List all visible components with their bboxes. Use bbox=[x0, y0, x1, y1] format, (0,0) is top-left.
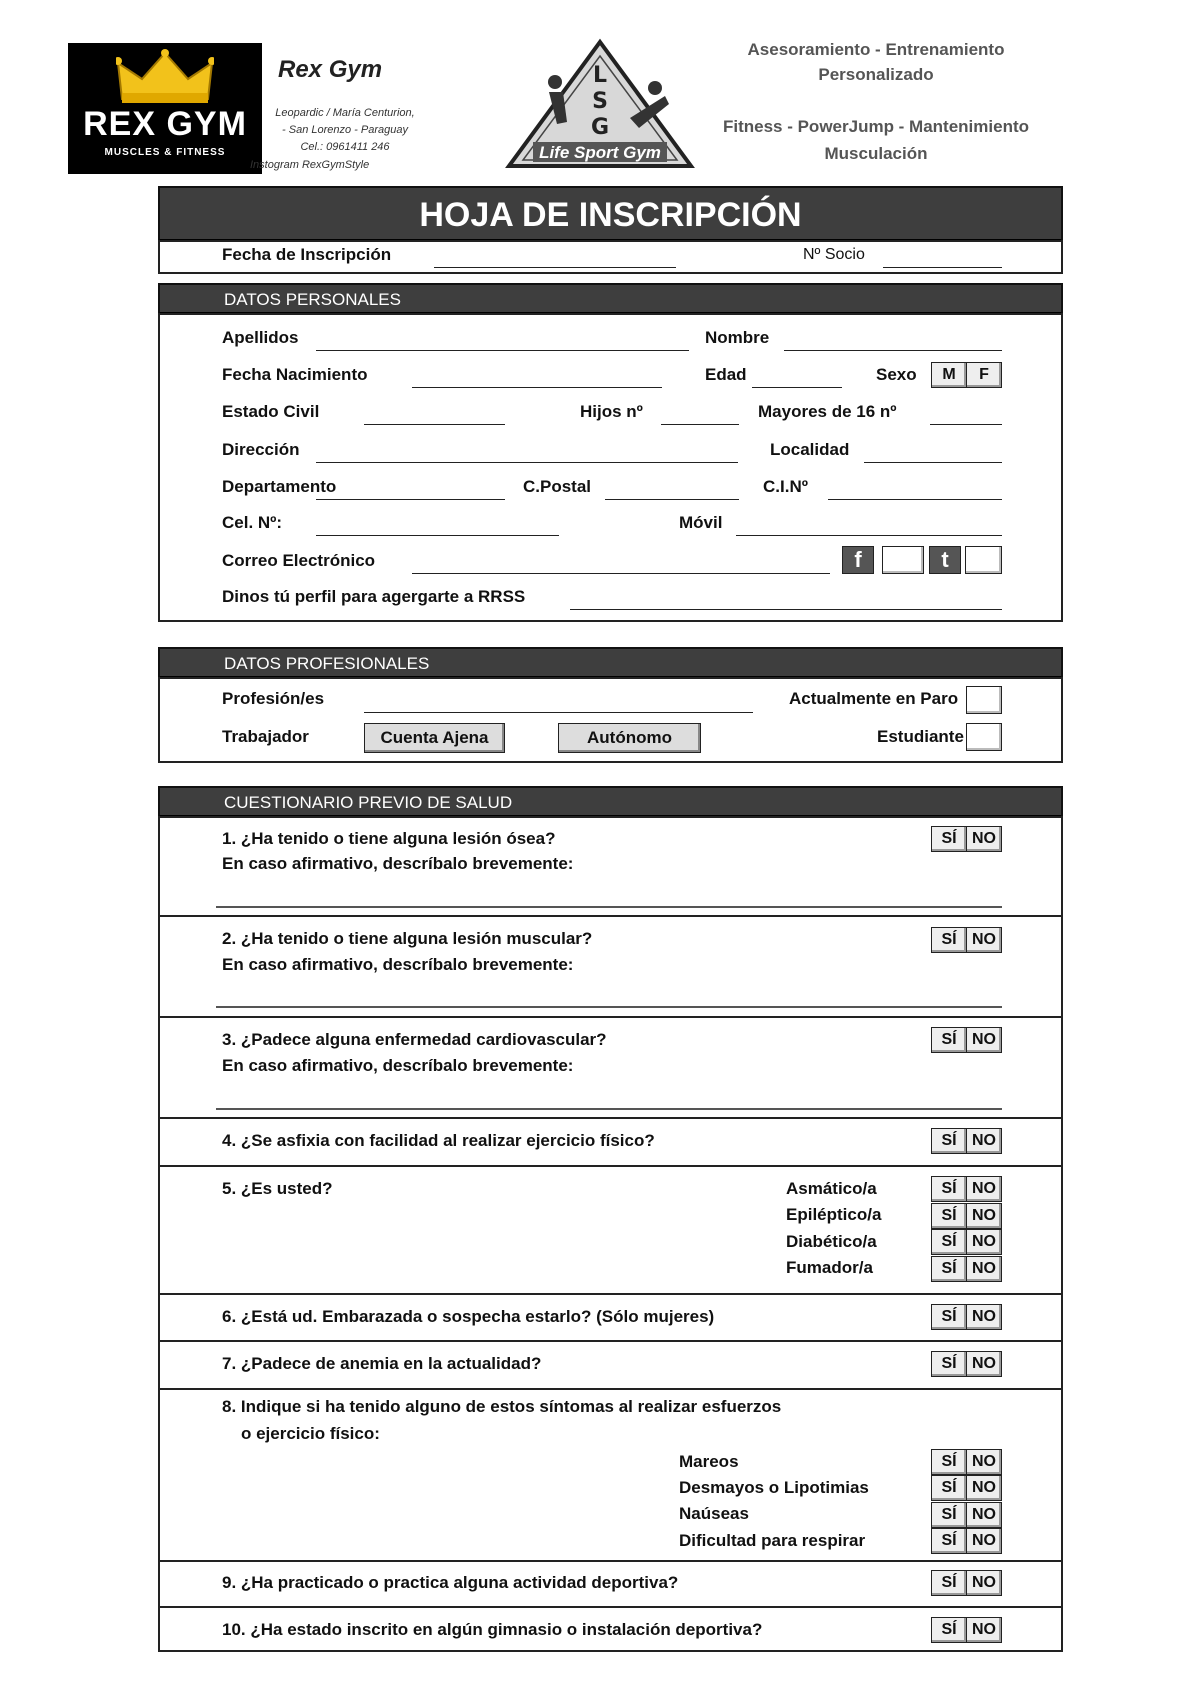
divider bbox=[158, 1165, 1063, 1167]
no-box[interactable]: NO bbox=[966, 1475, 1002, 1501]
no-box[interactable]: NO bbox=[966, 1256, 1002, 1282]
divider bbox=[158, 1560, 1063, 1562]
fecha-inscripcion-field[interactable] bbox=[434, 267, 676, 268]
q8-desmayos-yesno bbox=[931, 1475, 1002, 1501]
logo-letter-g: G bbox=[590, 115, 610, 140]
yes-box[interactable]: SÍ bbox=[931, 1027, 967, 1053]
yes-box[interactable]: SÍ bbox=[931, 1229, 967, 1255]
divider bbox=[158, 1606, 1063, 1608]
nombre-field[interactable] bbox=[784, 350, 1002, 351]
question-9: 9. ¿Ha practicado o practica alguna actividad deportiva? bbox=[222, 1573, 679, 1592]
no-box[interactable]: NO bbox=[966, 1528, 1002, 1554]
departamento-label: Departamento bbox=[222, 477, 337, 496]
form-title: HOJA DE INSCRIPCIÓN bbox=[419, 196, 802, 234]
logo-name: REX GYM bbox=[83, 105, 247, 143]
q5-item-asmatico: Asmático/a bbox=[786, 1179, 877, 1198]
paro-label: Actualmente en Paro bbox=[789, 689, 959, 708]
no-box[interactable]: NO bbox=[966, 1304, 1002, 1330]
correo-field[interactable] bbox=[412, 573, 830, 574]
question-4: 4. ¿Se asfixia con facilidad al realizar ejercicio físico? bbox=[222, 1131, 655, 1150]
address-line2: - San Lorenzo - Paraguay bbox=[282, 124, 408, 136]
logo-letter-s: S bbox=[592, 89, 608, 114]
mayores16-field[interactable] bbox=[930, 424, 1002, 425]
no-box[interactable]: NO bbox=[966, 1449, 1002, 1475]
cpostal-label: C.Postal bbox=[523, 477, 592, 496]
rrss-label: Dinos tú perfil para agergarte a RRSS bbox=[222, 587, 526, 606]
q5-item-fumador: Fumador/a bbox=[786, 1258, 873, 1277]
facebook-checkbox[interactable] bbox=[882, 546, 924, 574]
sexo-selector bbox=[931, 362, 1002, 388]
fecha-nacimiento-field[interactable] bbox=[412, 387, 662, 388]
sexo-label: Sexo bbox=[876, 365, 917, 384]
yes-box[interactable]: SÍ bbox=[931, 1128, 967, 1154]
estudiante-label: Estudiante bbox=[877, 727, 964, 746]
no-box[interactable]: NO bbox=[966, 1128, 1002, 1154]
hijos-field[interactable] bbox=[661, 424, 739, 425]
question-8-line2: o ejercicio físico: bbox=[241, 1424, 380, 1443]
hijos-label: Hijos nº bbox=[580, 402, 643, 421]
yes-box[interactable]: SÍ bbox=[931, 1176, 967, 1202]
yes-box[interactable]: SÍ bbox=[931, 1475, 967, 1501]
question-2: 2. ¿Ha tenido o tiene alguna lesión muscular? bbox=[222, 929, 593, 948]
logo-letter-l: L bbox=[592, 63, 608, 88]
edad-field[interactable] bbox=[752, 387, 842, 388]
estado-civil-field[interactable] bbox=[364, 424, 505, 425]
q5-diabetico-yesno bbox=[931, 1229, 1002, 1255]
question-3-describe: En caso afirmativo, descríbalo brevemente: bbox=[222, 1056, 574, 1075]
q5-asmatico-yesno bbox=[931, 1176, 1002, 1202]
sexo-m-box[interactable]: M bbox=[931, 362, 967, 388]
address-line1: Leopardic / María Centurion, bbox=[275, 107, 415, 119]
question-7: 7. ¿Padece de anemia en la actualidad? bbox=[222, 1354, 542, 1373]
no-box[interactable]: NO bbox=[966, 1203, 1002, 1229]
fecha-nacimiento-label: Fecha Nacimiento bbox=[222, 365, 368, 384]
question-2-describe: En caso afirmativo, descríbalo brevemente: bbox=[222, 955, 574, 974]
apellidos-field[interactable] bbox=[316, 350, 689, 351]
no-box[interactable]: NO bbox=[966, 1027, 1002, 1053]
no-box[interactable]: NO bbox=[966, 1617, 1002, 1643]
yes-box[interactable]: SÍ bbox=[931, 1449, 967, 1475]
q5-item-epileptico: Epiléptico/a bbox=[786, 1205, 882, 1224]
apellidos-label: Apellidos bbox=[222, 328, 299, 347]
yes-box[interactable]: SÍ bbox=[931, 927, 967, 953]
twitter-icon: t bbox=[929, 546, 961, 574]
cel-field[interactable] bbox=[316, 535, 559, 536]
movil-field[interactable] bbox=[736, 535, 1002, 536]
divider bbox=[158, 1293, 1063, 1295]
yes-box[interactable]: SÍ bbox=[931, 1203, 967, 1229]
question-2-answer-line[interactable] bbox=[216, 1006, 1002, 1008]
instagram: Instogram RexGymStyle bbox=[250, 159, 370, 171]
n-socio-field[interactable] bbox=[883, 267, 1002, 268]
paro-checkbox[interactable] bbox=[966, 686, 1002, 714]
gym-name: Rex Gym bbox=[278, 56, 383, 83]
question-2-yesno bbox=[931, 927, 1002, 953]
fecha-inscripcion-label: Fecha de Inscripción bbox=[222, 245, 392, 264]
q8-item-nauseas: Naúseas bbox=[679, 1504, 749, 1523]
direccion-label: Dirección bbox=[222, 440, 300, 459]
n-socio-label: Nº Socio bbox=[803, 246, 865, 263]
no-box[interactable]: NO bbox=[966, 826, 1002, 852]
q8-item-desmayos: Desmayos o Lipotimias bbox=[679, 1478, 869, 1497]
q8-dificultad-yesno bbox=[931, 1528, 1002, 1554]
q8-item-dificultad: Dificultad para respirar bbox=[679, 1531, 866, 1550]
estudiante-checkbox[interactable] bbox=[966, 723, 1002, 751]
question-7-yesno bbox=[931, 1351, 1002, 1377]
divider bbox=[158, 1016, 1063, 1018]
logo-text: Life Sport Gym bbox=[539, 143, 661, 162]
twitter-checkbox[interactable] bbox=[965, 546, 1002, 574]
divider bbox=[158, 1388, 1063, 1390]
yes-box[interactable]: SÍ bbox=[931, 1528, 967, 1554]
estado-civil-label: Estado Civil bbox=[222, 402, 320, 421]
divider bbox=[158, 915, 1063, 917]
yes-box[interactable]: SÍ bbox=[931, 1351, 967, 1377]
departamento-field[interactable] bbox=[316, 499, 505, 500]
ci-label: C.I.Nº bbox=[763, 477, 808, 496]
question-1-describe: En caso afirmativo, descríbalo brevemente: bbox=[222, 854, 574, 873]
yes-box[interactable]: SÍ bbox=[931, 1256, 967, 1282]
rrss-field[interactable] bbox=[570, 609, 1002, 610]
no-box[interactable]: NO bbox=[966, 1176, 1002, 1202]
sexo-f-box[interactable]: F bbox=[966, 362, 1002, 388]
question-6: 6. ¿Está ud. Embarazada o sospecha estarlo? (Sólo mujeres) bbox=[222, 1307, 715, 1326]
crown-icon bbox=[116, 49, 214, 105]
direccion-field[interactable] bbox=[316, 462, 738, 463]
personal-heading-bar bbox=[158, 283, 1063, 315]
question-3-answer-line[interactable] bbox=[216, 1108, 1002, 1110]
life-sport-gym-logo bbox=[505, 38, 695, 170]
q5-fumador-yesno bbox=[931, 1256, 1002, 1282]
services-line2: Personalizado bbox=[818, 65, 934, 84]
question-10-yesno bbox=[931, 1617, 1002, 1643]
localidad-label: Localidad bbox=[770, 440, 850, 459]
yes-box[interactable]: SÍ bbox=[931, 1502, 967, 1528]
question-8-line1: 8. Indique si ha tenido alguno de estos síntomas al realizar esfuerzos bbox=[222, 1397, 782, 1416]
edad-label: Edad bbox=[705, 365, 747, 384]
trabajador-label: Trabajador bbox=[222, 727, 309, 746]
q8-item-mareos: Mareos bbox=[679, 1452, 739, 1471]
divider bbox=[158, 1117, 1063, 1119]
no-box[interactable]: NO bbox=[966, 1229, 1002, 1255]
profesion-label: Profesión/es bbox=[222, 689, 325, 708]
question-6-yesno bbox=[931, 1304, 1002, 1330]
no-box[interactable]: NO bbox=[966, 1351, 1002, 1377]
divider bbox=[158, 1340, 1063, 1342]
personal-section bbox=[158, 313, 1063, 622]
question-5: 5. ¿Es usted? bbox=[222, 1179, 333, 1198]
yes-box[interactable]: SÍ bbox=[931, 1570, 967, 1596]
question-1-yesno bbox=[931, 826, 1002, 852]
q5-item-diabetico: Diabético/a bbox=[786, 1232, 877, 1251]
q5-epileptico-yesno bbox=[931, 1203, 1002, 1229]
no-box[interactable]: NO bbox=[966, 1570, 1002, 1596]
ci-field[interactable] bbox=[828, 499, 1002, 500]
yes-box[interactable]: SÍ bbox=[931, 826, 967, 852]
cuenta-ajena-button[interactable]: Cuenta Ajena bbox=[364, 723, 505, 753]
question-10: 10. ¿Ha estado inscrito en algún gimnasio o instalación deportiva? bbox=[222, 1620, 763, 1639]
no-box[interactable]: NO bbox=[966, 927, 1002, 953]
cpostal-field[interactable] bbox=[605, 499, 739, 500]
profesional-heading-bar bbox=[158, 647, 1063, 679]
question-1-answer-line[interactable] bbox=[216, 906, 1002, 908]
salud-heading: CUESTIONARIO PREVIO DE SALUD bbox=[224, 793, 513, 812]
yes-box[interactable]: SÍ bbox=[931, 1304, 967, 1330]
rex-gym-logo bbox=[68, 43, 262, 174]
phone: Cel.: 0961411 246 bbox=[300, 141, 390, 153]
autonomo-button[interactable]: Autónomo bbox=[558, 723, 701, 753]
profesion-field[interactable] bbox=[364, 712, 753, 713]
mayores16-label: Mayores de 16 nº bbox=[758, 402, 897, 421]
q8-mareos-yesno bbox=[931, 1449, 1002, 1475]
facebook-icon: f bbox=[842, 546, 874, 574]
yes-box[interactable]: SÍ bbox=[931, 1617, 967, 1643]
localidad-field[interactable] bbox=[864, 462, 1002, 463]
question-3: 3. ¿Padece alguna enfermedad cardiovascular? bbox=[222, 1030, 607, 1049]
logo-tagline: MUSCLES & FITNESS bbox=[104, 147, 226, 158]
question-4-yesno bbox=[931, 1128, 1002, 1154]
services-line1: Asesoramiento - Entrenamiento bbox=[747, 40, 1005, 59]
cel-label: Cel. Nº: bbox=[222, 513, 283, 532]
services-line4: Musculación bbox=[824, 144, 928, 163]
movil-label: Móvil bbox=[679, 513, 723, 532]
form-title-bar bbox=[158, 186, 1063, 242]
question-9-yesno bbox=[931, 1570, 1002, 1596]
salud-heading-bar bbox=[158, 786, 1063, 818]
services-line3: Fitness - PowerJump - Mantenimiento bbox=[722, 117, 1030, 136]
question-3-yesno bbox=[931, 1027, 1002, 1053]
profesional-heading: DATOS PROFESIONALES bbox=[224, 654, 430, 673]
correo-label: Correo Electrónico bbox=[222, 551, 376, 570]
no-box[interactable]: NO bbox=[966, 1502, 1002, 1528]
question-1: 1. ¿Ha tenido o tiene alguna lesión ósea? bbox=[222, 829, 556, 848]
nombre-label: Nombre bbox=[705, 328, 770, 347]
q8-nauseas-yesno bbox=[931, 1502, 1002, 1528]
personal-heading: DATOS PERSONALES bbox=[224, 290, 401, 309]
